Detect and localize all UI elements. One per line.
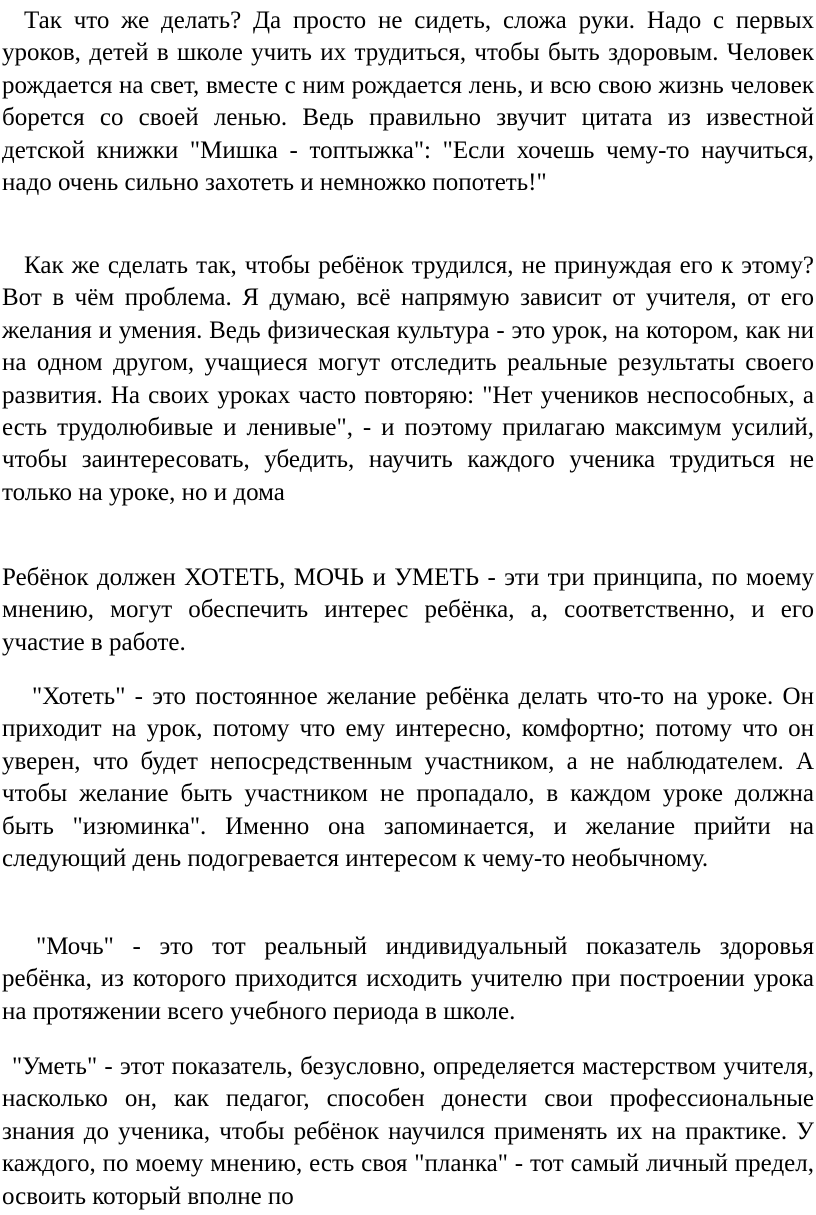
paragraph-problem: Как же сделать так, чтобы ребёнок трудился, не принуждая его к этому? Вот в чём проблема. Я думаю, всё напрямую зависит от учителя, от его желания и умения. Ведь физическая культура - это урок, на котором, как ни на одном другом, учащиеся могут отследить реальные результаты своего развития. На своих уроках часто повторяю: "Нет учеников неспособных, а есть трудолюбивые и ленивые", - и поэтому прилагаю максимум усилий, чтобы заинтересовать, убедить, научить каждого ученика трудиться не только на уроке, но и дома bbox=[2, 252, 814, 506]
paragraph-principles: Ребёнок должен ХОТЕТЬ, МОЧЬ и УМЕТЬ - эти три принципа, по моему мнению, могут обеспечить интерес ребёнка, а, соответственно, и его участие в работе. bbox=[2, 564, 814, 656]
paragraph-know-how: "Уметь" - этот показатель, безусловно, определяется мастерством учителя, насколько он, как педагог, способен донести свои профессиональные знания до ученика, чтобы ребёнок научился применять их на практике. У каждого, по моему мнению, есть своя "планка" - тот самый личный предел, освоить который вполне по bbox=[2, 1053, 814, 1210]
paragraph-can: "Мочь" - это тот реальный индивидуальный показатель здоровья ребёнка, из которого приходится исходить учителю при построении урока на протяжении всего учебного периода в школе. bbox=[2, 933, 814, 1025]
paragraph-intro: Так что же делать? Да просто не сидеть, сложа руки. Надо с первых уроков, детей в школе учить их трудиться, чтобы быть здоровым. Человек рождается на свет, вместе с ним рождается лень, и всю свою жизнь человек борется со своей ленью. Ведь правильно звучит цитата из известной детской книжки "Мишка - топтыжка": "Если хочешь чему-то научиться, надо очень сильно захотеть и немножко попотеть!" bbox=[2, 7, 814, 197]
paragraph-want: "Хотеть" - это постоянное желание ребёнка делать что-то на уроке. Он приходит на урок, потому что ему интересно, комфортно; потому что он уверен, что будет непосредственным участником, а не наблюдателем. А чтобы желание быть участником не пропадало, в каждом уроке должна быть "изюминка". Именно она запоминается, и желание прийти на следующий день подогревается интересом к чему-то необычному. bbox=[2, 683, 814, 873]
